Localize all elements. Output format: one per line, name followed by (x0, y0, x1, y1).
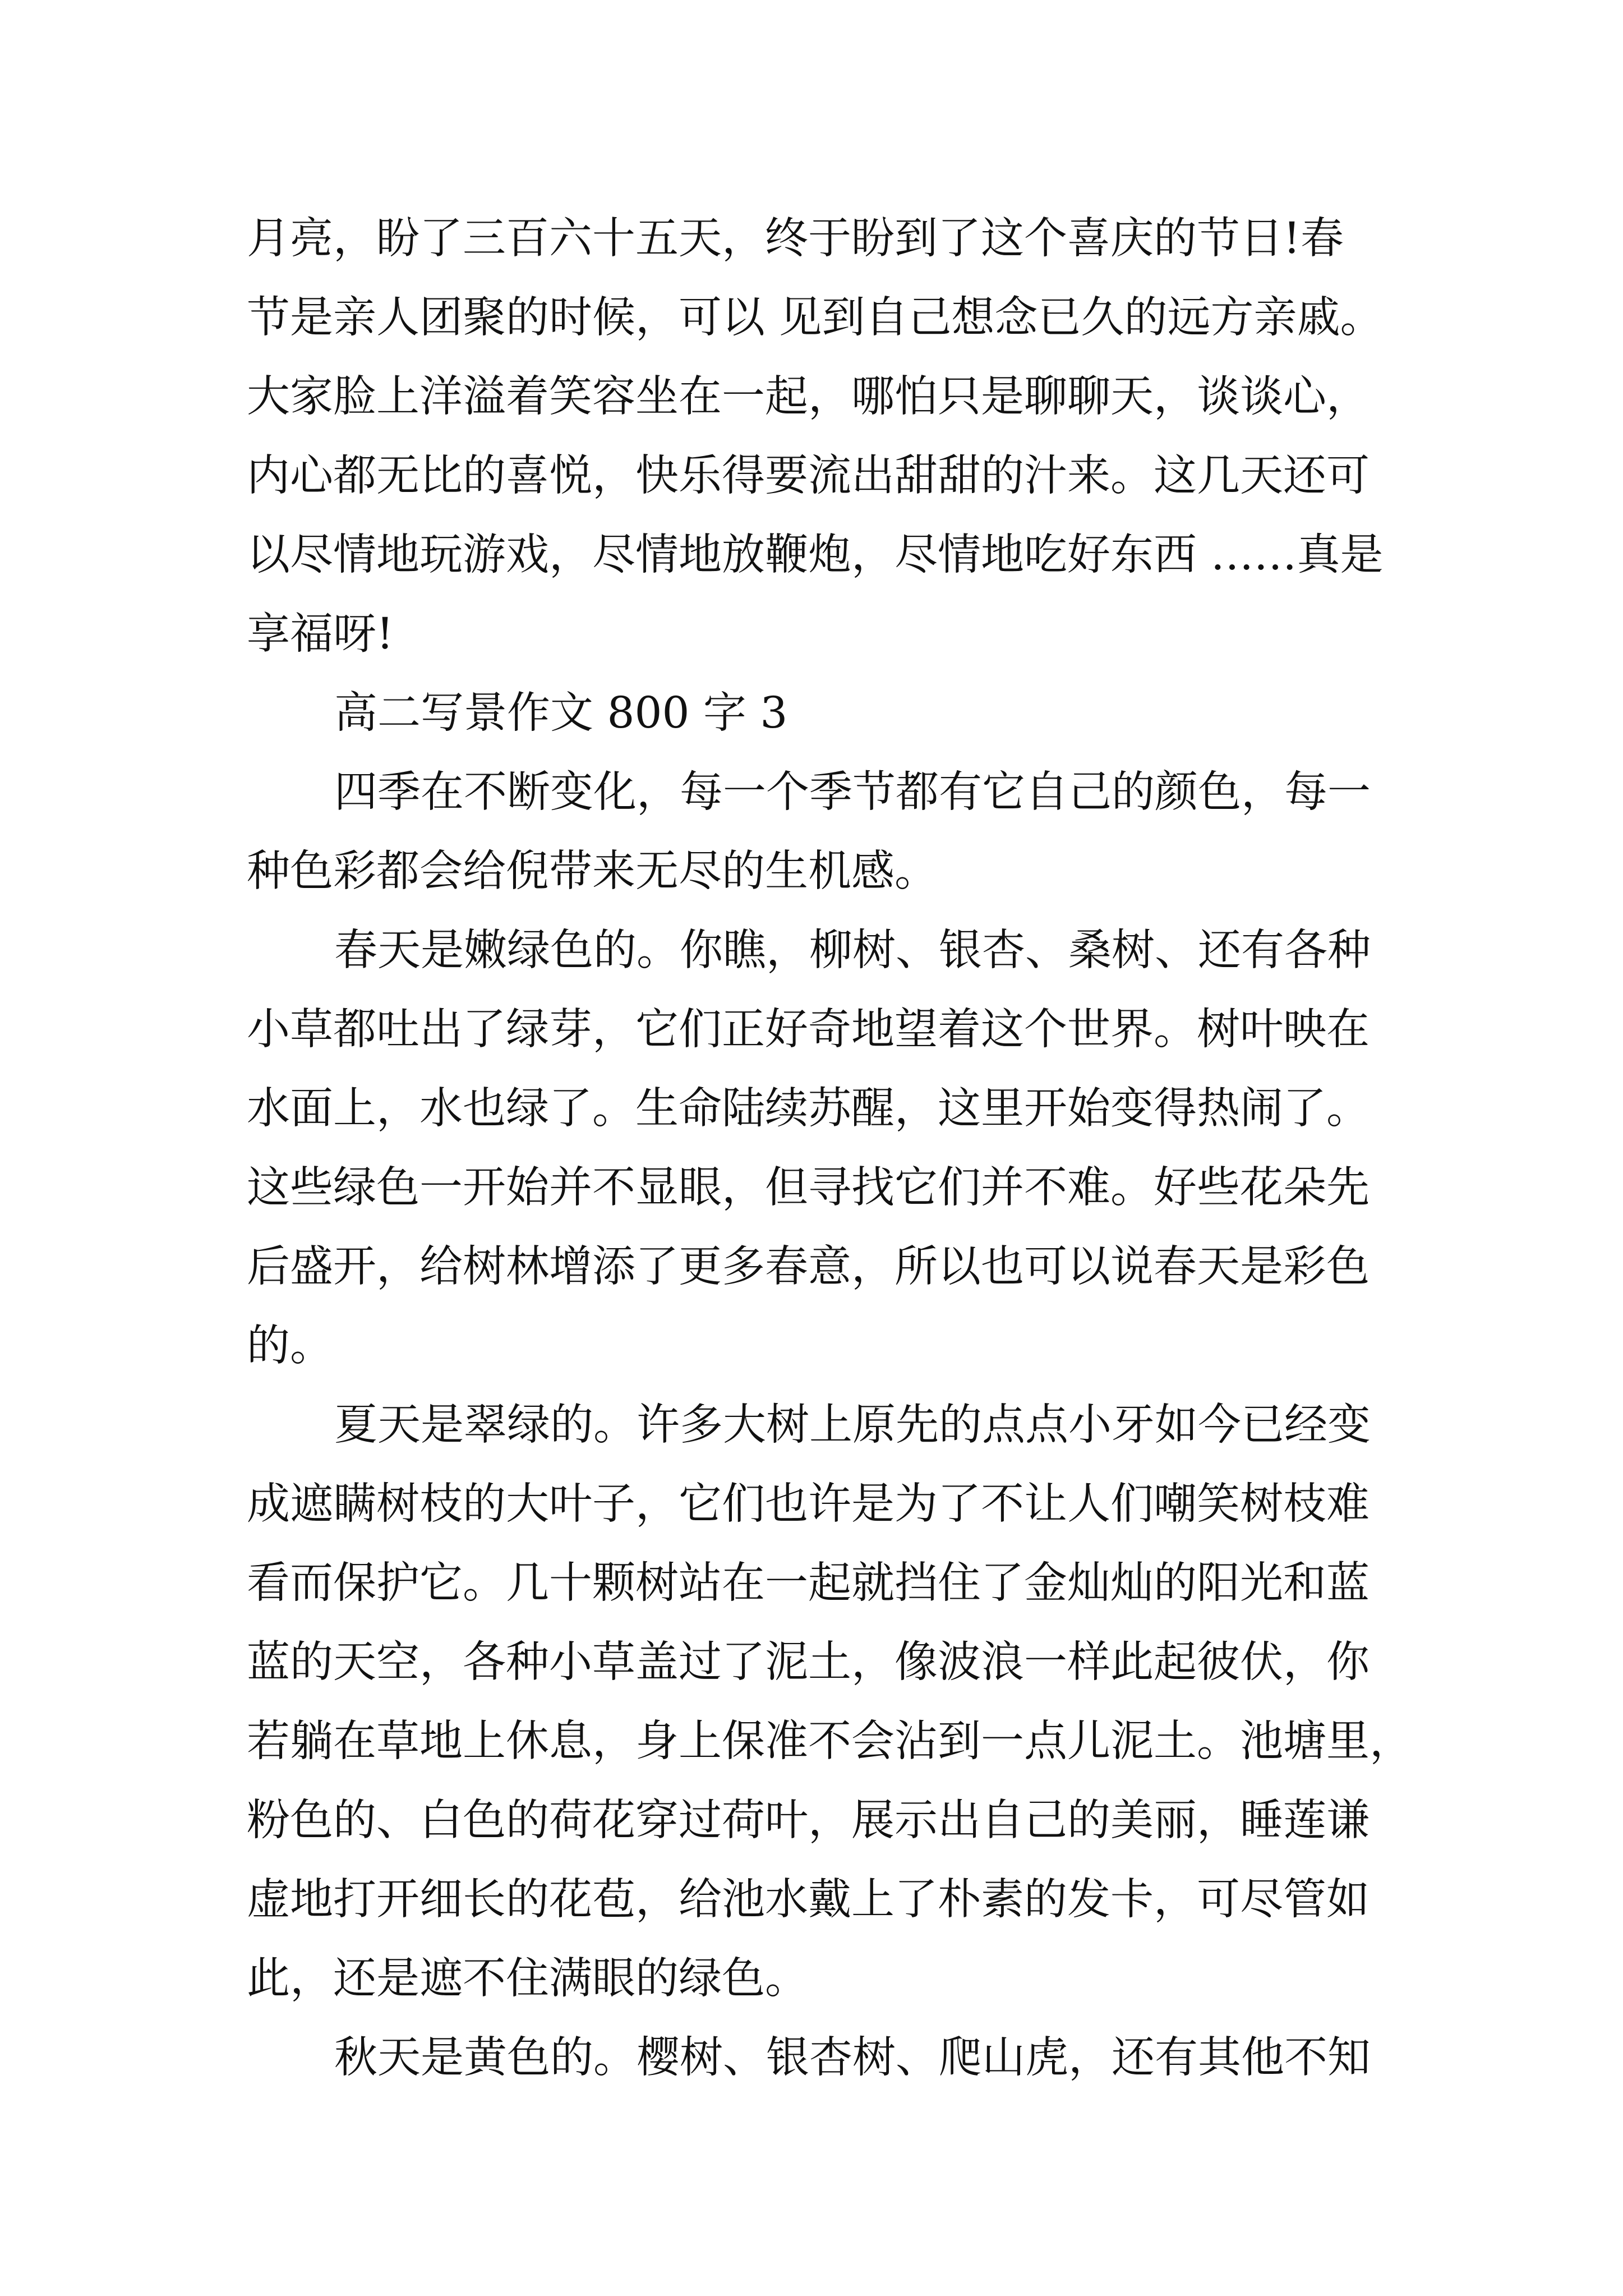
text-line: 虚地打开细长的花苞，给池水戴上了朴素的发卡，可尽管如 (247, 1875, 1370, 1925)
text-line: 这些绿色一开始并不显眼，但寻找它们并不难。好些花朵先 (247, 1163, 1370, 1213)
text-line: 此，还是遮不住满眼的绿色。 (247, 1954, 808, 2004)
text-line: 秋天是黄色的。樱树、银杏树、爬山虎，还有其他不知 (334, 2033, 1371, 2083)
text-line: 粉色的、白色的荷花穿过荷叶，展示出自己的美丽，睡莲谦 (247, 1796, 1370, 1846)
text-line: 四季在不断变化，每一个季节都有它自己的颜色，每一 (334, 767, 1371, 817)
text-line: 月亮，盼了三百六十五天，终于盼到了这个喜庆的节日!春 (247, 214, 1344, 264)
text-line: 享福呀! (247, 609, 394, 659)
section-heading: 高二写景作文 800 字 3 (334, 688, 788, 738)
text-line: 若躺在草地上休息，身上保准不会沾到一点儿泥土。池塘里， (247, 1717, 1413, 1766)
text-line: 成遮瞒树枝的大叶子，它们也许是为了不让人们嘲笑树枝难 (247, 1479, 1370, 1529)
text-line: 后盛开，给树林增添了更多春意，所以也可以说春天是彩色 (247, 1242, 1370, 1292)
text-line: 春天是嫩绿色的。你瞧，柳树、银杏、桑树、还有各种 (334, 926, 1371, 976)
text-line: 节是亲人团聚的时候，可以 见到自己想念已久的远方亲戚。 (247, 293, 1384, 343)
text-line: 水面上，水也绿了。生命陆续苏醒，这里开始变得热闹了。 (247, 1084, 1370, 1134)
text-line: 的。 (247, 1321, 333, 1371)
text-line: 内心都无比的喜悦，快乐得要流出甜甜的汁来。这几天还可 (247, 451, 1370, 501)
text-line: 蓝的天空，各种小草盖过了泥土，像波浪一样此起彼伏，你 (247, 1637, 1370, 1687)
text-line: 夏天是翠绿的。许多大树上原先的点点小牙如今已经变 (334, 1400, 1371, 1450)
text-line: 大家脸上洋溢着笑容坐在一起，哪怕只是聊聊天，谈谈心， (247, 372, 1370, 422)
text-line: 以尽情地玩游戏，尽情地放鞭炮，尽情地吃好东西 ……真是 (247, 530, 1384, 580)
text-line: 小草都吐出了绿芽，它们正好奇地望着这个世界。树叶映在 (247, 1005, 1370, 1055)
text-line: 看而保护它。几十颗树站在一起就挡住了金灿灿的阳光和蓝 (247, 1558, 1370, 1608)
text-line: 种色彩都会给倪带来无尽的生机感。 (247, 846, 938, 896)
essay-text (247, 199, 1413, 2097)
